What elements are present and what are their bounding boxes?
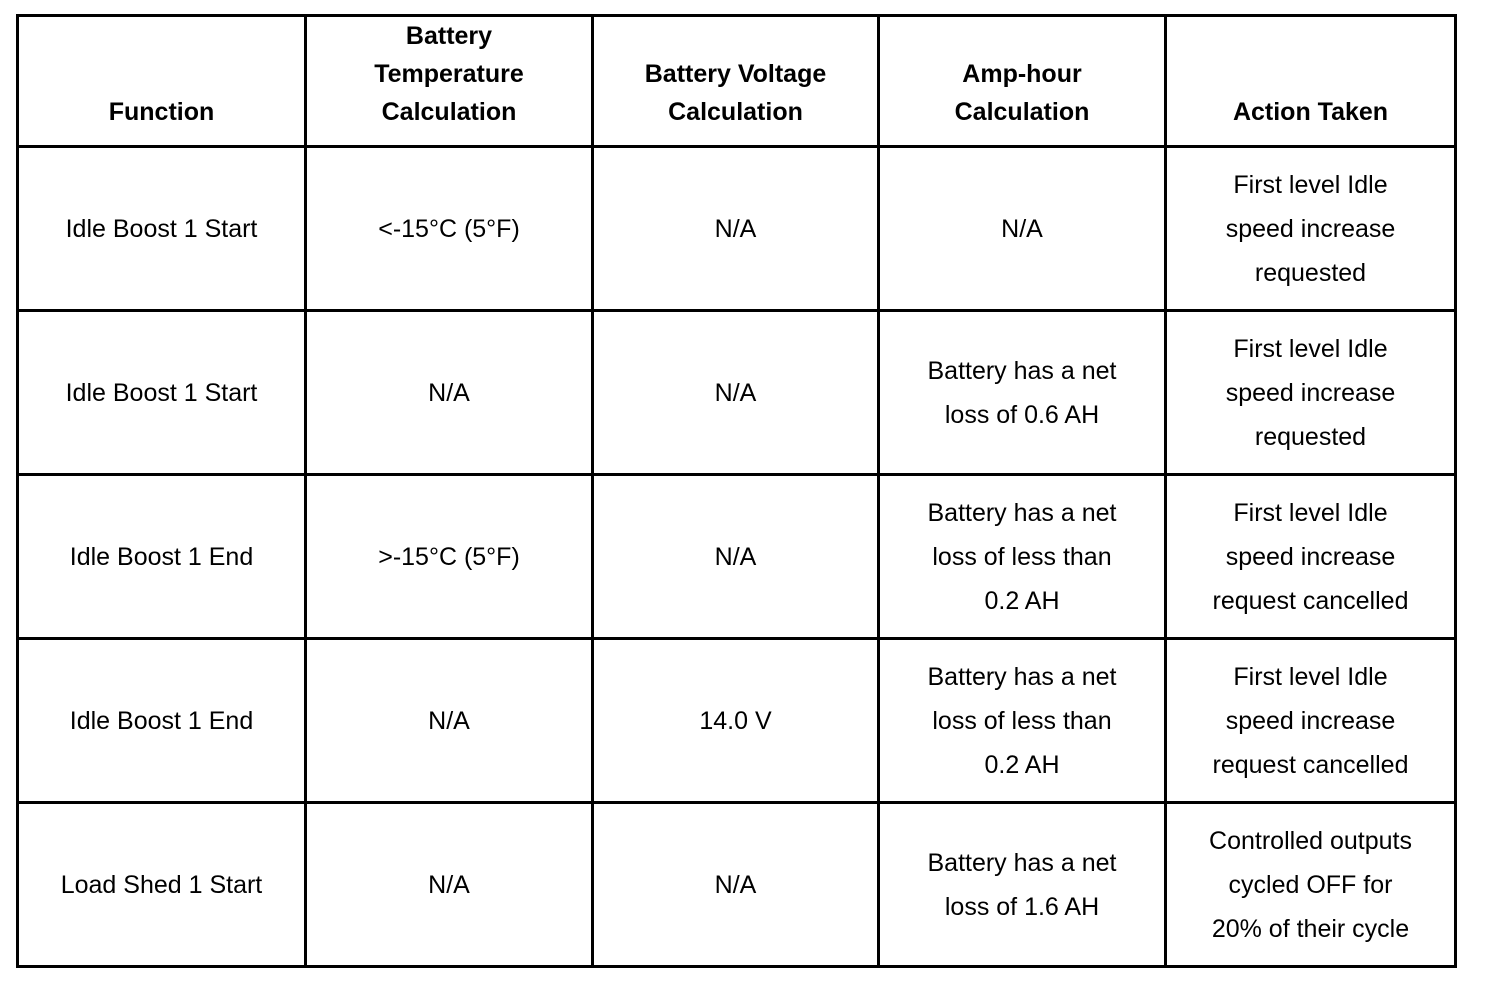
cell-voltage: N/A <box>593 803 879 967</box>
header-battery-temperature-label: Battery Temperature Calculation <box>374 22 524 126</box>
cell-function: Load Shed 1 Start <box>18 803 306 967</box>
cell-action: First level Idle speed increase requested <box>1166 147 1456 311</box>
cell-action: First level Idle speed increase requested <box>1166 311 1456 475</box>
cell-function: Idle Boost 1 End <box>18 475 306 639</box>
header-amp-hour <box>879 16 1166 147</box>
header-battery-temperature <box>306 16 593 147</box>
cell-amp-hour: Battery has a net loss of 1.6 AH <box>879 803 1166 967</box>
cell-amp-hour: Battery has a net loss of 0.6 AH <box>879 311 1166 475</box>
header-row <box>18 16 1456 147</box>
cell-voltage: N/A <box>593 147 879 311</box>
table-row <box>18 639 1456 803</box>
cell-function: Idle Boost 1 Start <box>18 147 306 311</box>
cell-temperature: N/A <box>306 639 593 803</box>
cell-voltage: N/A <box>593 475 879 639</box>
table-row <box>18 311 1456 475</box>
table-row <box>18 475 1456 639</box>
header-function-label: Function <box>108 98 215 126</box>
cell-voltage: N/A <box>593 311 879 475</box>
table-row <box>18 803 1456 967</box>
header-action-taken-label: Action Taken <box>1232 98 1389 126</box>
cell-amp-hour: Battery has a net loss of less than 0.2 AH <box>879 475 1166 639</box>
cell-function: Idle Boost 1 Start <box>18 311 306 475</box>
cell-temperature: <-15°C (5°F) <box>306 147 593 311</box>
cell-temperature: N/A <box>306 311 593 475</box>
header-function <box>18 16 306 147</box>
cell-temperature: >-15°C (5°F) <box>306 475 593 639</box>
cell-function: Idle Boost 1 End <box>18 639 306 803</box>
cell-amp-hour: N/A <box>879 147 1166 311</box>
table-row <box>18 147 1456 311</box>
header-battery-voltage-label: Battery Voltage Calculation <box>644 60 827 126</box>
header-action-taken <box>1166 16 1456 147</box>
cell-action: First level Idle speed increase request cancelled <box>1166 475 1456 639</box>
header-amp-hour-label: Amp-hour Calculation <box>954 60 1090 126</box>
header-battery-voltage <box>593 16 879 147</box>
cell-action: First level Idle speed increase request cancelled <box>1166 639 1456 803</box>
battery-function-table <box>16 14 1457 968</box>
cell-temperature: N/A <box>306 803 593 967</box>
cell-action: Controlled outputs cycled OFF for 20% of their cycle <box>1166 803 1456 967</box>
cell-voltage: 14.0 V <box>593 639 879 803</box>
cell-amp-hour: Battery has a net loss of less than 0.2 AH <box>879 639 1166 803</box>
